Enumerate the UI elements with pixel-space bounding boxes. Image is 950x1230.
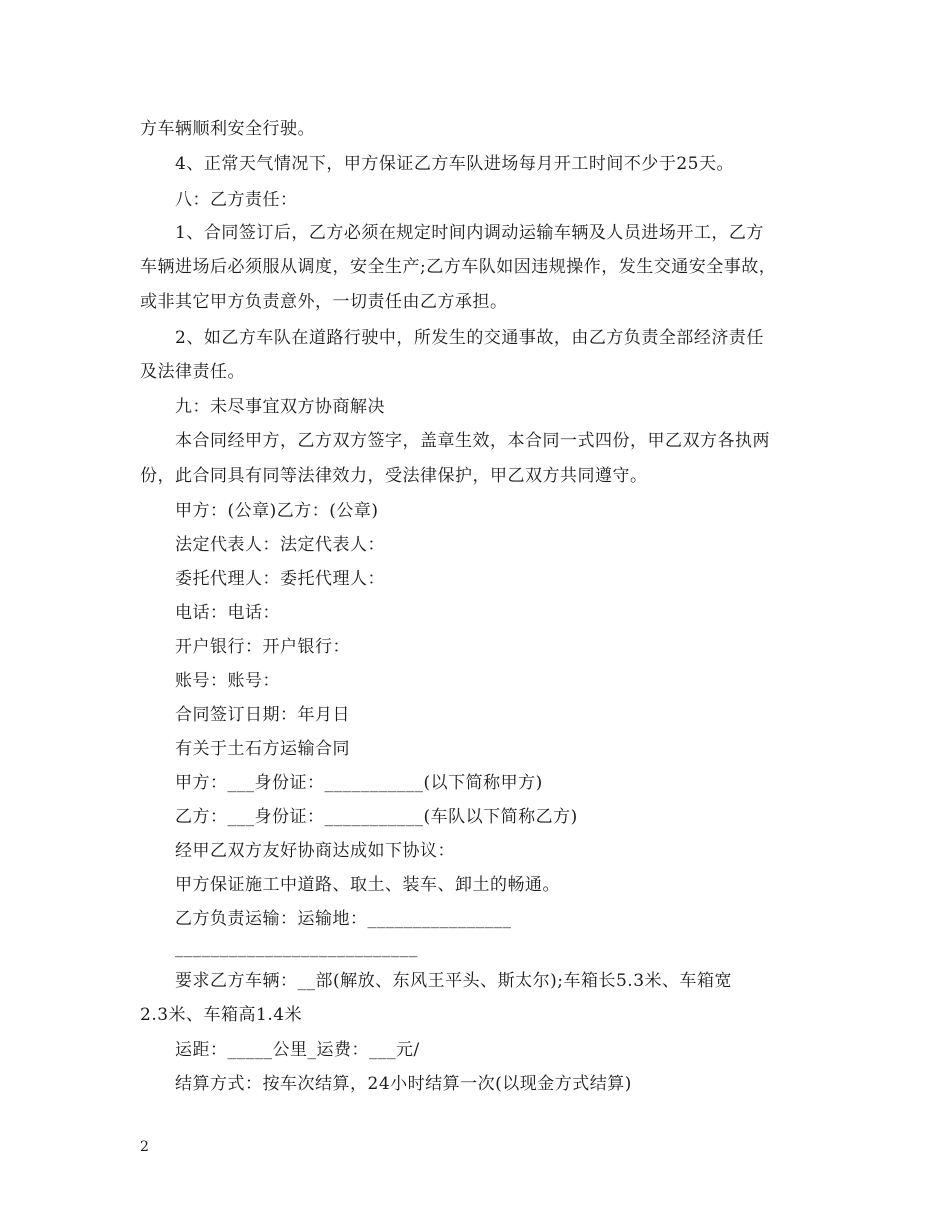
signature-field: 账号：账号：	[175, 671, 280, 691]
signature-field: 甲方：(公章)乙方：(公章)	[175, 501, 379, 521]
text-line: 2、如乙方车队在道路行驶中，所发生的交通事故，由乙方负责全部经济责任	[175, 328, 764, 348]
text-line: 结算方式：按车次结算，24小时结算一次(以现金方式结算)	[175, 1074, 632, 1094]
text-line: 方车辆顺利安全行驶。	[140, 119, 315, 139]
signature-field: 电话：电话：	[175, 603, 280, 623]
page-number: 2	[140, 1139, 149, 1155]
party-a-line: 甲方：___身份证：___________(以下简称甲方)	[175, 773, 543, 793]
section-heading: 八：乙方责任：	[175, 190, 298, 210]
party-b-line: 乙方：___身份证：___________(车队以下简称乙方)	[175, 807, 578, 827]
text-line: 或非其它甲方负责意外，一切责任由乙方承担。	[140, 292, 508, 312]
blank-line: ___________________________	[175, 938, 418, 958]
text-line: 乙方负责运输：运输地：________________	[175, 909, 512, 929]
document-title: 有关于土石方运输合同	[175, 739, 350, 759]
signature-field: 委托代理人：委托代理人：	[175, 569, 385, 589]
signature-field: 法定代表人：法定代表人：	[175, 535, 385, 555]
text-line: 车辆进场后必须服从调度，安全生产;乙方车队如因违规操作，发生交通安全事故，	[140, 257, 777, 277]
signature-field: 开户银行：开户银行：	[175, 637, 350, 657]
text-line: 甲方保证施工中道路、取土、装车、卸土的畅通。	[175, 875, 560, 895]
text-line: 份，此合同具有同等法律效力，受法律保护，甲乙双方共同遵守。	[140, 466, 648, 486]
text-line: 经甲乙双方友好协商达成如下协议：	[175, 841, 455, 861]
text-line: 2.3米、车箱高1.4米	[140, 1005, 303, 1025]
text-line: 4、正常天气情况下，甲方保证乙方车队进场每月开工时间不少于25天。	[175, 154, 734, 174]
text-line: 运距：_____公里_运费：___元/	[175, 1040, 420, 1060]
text-line: 及法律责任。	[140, 362, 245, 382]
signature-field: 合同签订日期：年月日	[175, 705, 350, 725]
text-line: 要求乙方车辆：__部(解放、东风王平头、斯太尔);车箱长5.3米、车箱宽	[175, 971, 733, 991]
section-heading: 九：未尽事宜双方协商解决	[175, 397, 385, 417]
text-line: 本合同经甲方，乙方双方签字，盖章生效，本合同一式四份，甲乙双方各执两	[175, 431, 770, 451]
text-line: 1、合同签订后，乙方必须在规定时间内调动运输车辆及人员进场开工，乙方	[175, 223, 764, 243]
